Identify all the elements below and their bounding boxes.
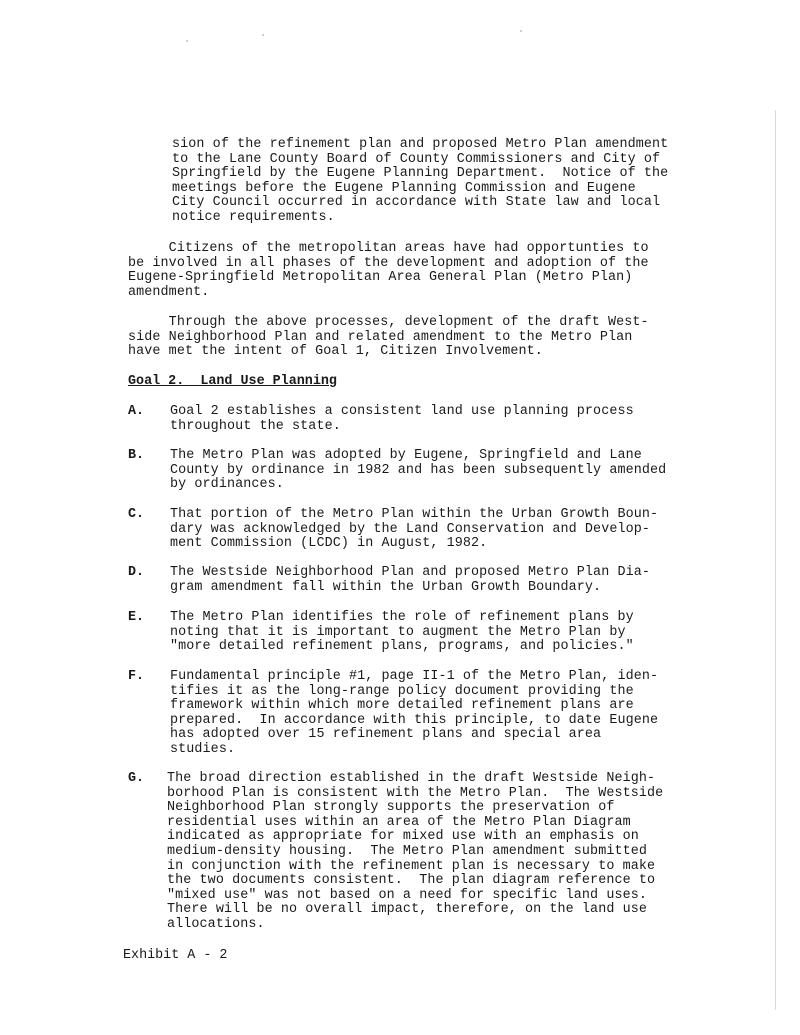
item-text: Fundamental principle #1, page II-1 of the Metro Plan, iden- tifies it as the long-range policy document providing the framework within which more detailed refinement plans are prepared. In accordance with this principle, to date Eugene has adopted over 15 refinement plans and special area studies. [170,669,659,757]
intro-paragraph-continuation: sion of the refinement plan and proposed Metro Plan amendment to the Lane County Board of County Commissioners and City of Springfield by the Eugene Planning Department. Notice of the meetings before the Eugene Planning Commission and Eugene City Council occurred in accordance with State law and local notice requirements. [172,137,669,225]
page-footer: Exhibit A - 2 [123,948,228,963]
intro-paragraph-processes: Through the above processes, development of the draft West- side Neighborhood Plan and related amendment to the Metro Plan have met the intent of Goal 1, Citizen Involvement. [128,315,649,360]
scan-speck [262,34,264,36]
item-text: Goal 2 establishes a consistent land use planning process throughout the state. [170,404,634,434]
item-text: The Metro Plan was adopted by Eugene, Springfield and Lane County by ordinance in 1982 and has been subsequently amended by ordinances. [170,448,667,493]
item-letter: G. [128,771,145,786]
item-letter: D. [128,565,145,580]
item-letter: B. [128,448,145,463]
item-text: That portion of the Metro Plan within the Urban Growth Boun- dary was acknowledged by the Land Conservation and Develop- ment Commission (LCDC) in August, 1982. [170,507,659,552]
item-text: The Westside Neighborhood Plan and proposed Metro Plan Dia- gram amendment fall within the Urban Growth Boundary. [170,565,651,595]
scan-speck [520,30,522,32]
item-letter: C. [128,507,145,522]
item-text: The Metro Plan identifies the role of refinement plans by noting that it is important to augment the Metro Plan by "more detailed refinement plans, programs, and policies." [170,610,634,655]
intro-paragraph-citizens: Citizens of the metropolitan areas have had opportunties to be involved in all phases of the development and adoption of the Eugene-Springfield Metropolitan Area General Plan (Metro Plan) amendment. [128,241,649,300]
item-letter: A. [128,404,145,419]
item-text: The broad direction established in the draft Westside Neigh- borhood Plan is consistent with the Metro Plan. The Westside Neighborhood Plan strongly supports the preservation of residential uses within an area of the Metro Plan Diagram indicated as appropriate for mixed use with an emphasis on medium-density housing. The Metro Plan amendment submitted in conjunction with the refinement plan is necessary to make the two documents consistent. The plan diagram reference to "mixed use" was not based on a need for specific land uses. There will be no overall impact, therefore, on the land use allocations. [167,771,664,932]
scan-edge-line [775,110,776,1010]
scan-speck [186,40,188,42]
section-heading: Goal 2. Land Use Planning [128,374,337,389]
item-letter: F. [128,669,145,684]
item-letter: E. [128,610,145,625]
